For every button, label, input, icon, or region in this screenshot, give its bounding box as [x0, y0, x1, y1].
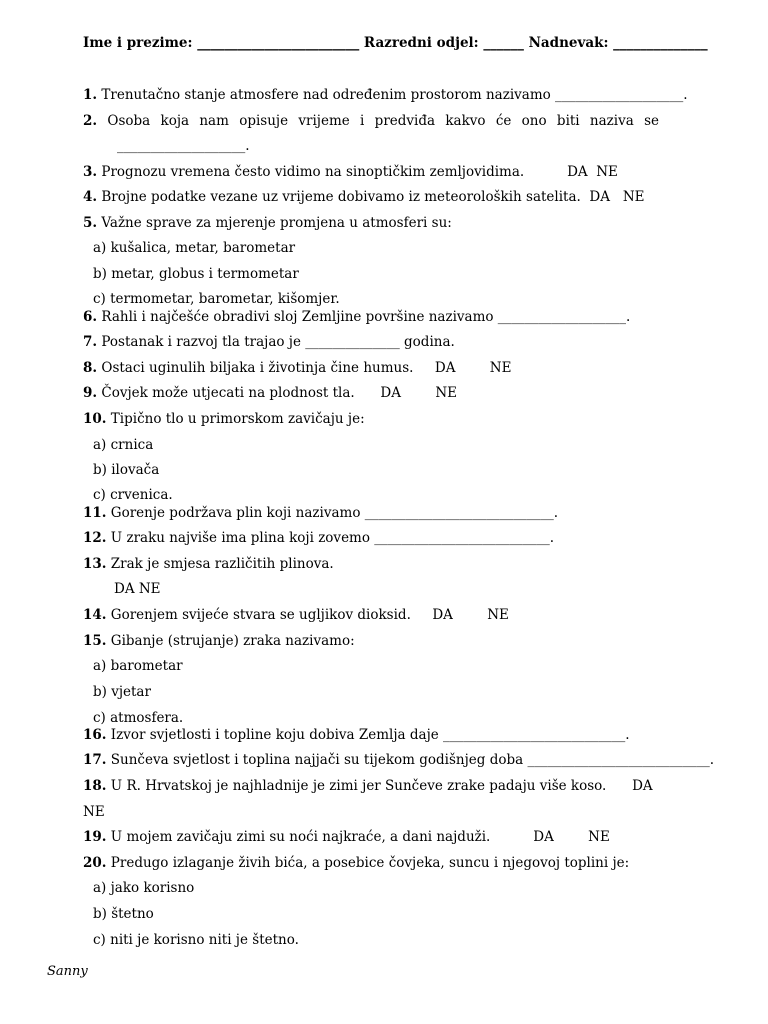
question-number: 14.	[83, 607, 107, 623]
question-5	[83, 214, 452, 232]
question-text: Brojne podatke vezane uz vrijeme dobivamo iz meteoroloških satelita. DA NE	[97, 189, 645, 205]
question-3	[83, 163, 618, 181]
question-text: Tipično tlo u primorskom zavičaju je:	[106, 411, 365, 427]
question-6	[83, 308, 630, 326]
question-number: 4.	[83, 189, 98, 205]
question-text: Gorenje podržava plin koji nazivamo ____________________________.	[106, 505, 559, 521]
question-13	[83, 555, 334, 573]
question-number: 16.	[83, 727, 107, 743]
question-text: Gibanje (strujanje) zraka nazivamo:	[106, 633, 355, 649]
question-number: 9.	[83, 385, 98, 401]
question-number: 15.	[83, 633, 107, 649]
question-10-option-a: a) crnica	[93, 437, 154, 453]
question-number: 12.	[83, 530, 107, 546]
question-5-option-a: a) kušalica, metar, barometar	[93, 240, 296, 256]
question-18	[83, 777, 653, 795]
question-text: U zraku najviše ima plina koji zovemo __________________________.	[106, 530, 555, 546]
question-text: Predugo izlaganje živih bića, a posebice čovjeka, suncu i njegovoj toplini je:	[106, 855, 630, 871]
question-4	[83, 188, 645, 206]
question-2	[83, 112, 659, 130]
question-17	[83, 751, 714, 769]
question-number: 7.	[83, 334, 98, 350]
question-text: U R. Hrvatskoj je najhladnije je zimi jer Sunčeve zrake padaju više koso. DA	[106, 778, 653, 794]
question-7	[83, 333, 455, 351]
question-number: 13.	[83, 556, 107, 572]
question-text: Rahli i najčešće obradivi sloj Zemljine površine nazivamo ___________________.	[97, 309, 631, 325]
question-number: 3.	[83, 164, 98, 180]
question-15-option-a: a) barometar	[93, 658, 183, 674]
question-20-option-a: a) jako korisno	[93, 880, 195, 896]
question-14	[83, 606, 509, 624]
question-text: Čovjek može utjecati na plodnost tla. DA NE	[97, 385, 458, 401]
question-20-option-c: c) niti je korisno niti je štetno.	[93, 932, 299, 948]
question-text: Sunčeva svjetlost i toplina najjači su tijekom godišnjeg doba ___________________________.	[106, 752, 714, 768]
question-16	[83, 726, 630, 744]
question-5-option-c: c) termometar, barometar, kišomjer.	[93, 291, 340, 307]
question-15	[83, 632, 355, 650]
question-8	[83, 359, 511, 377]
question-9	[83, 384, 457, 402]
question-number: 2.	[83, 113, 98, 129]
question-number: 20.	[83, 855, 107, 871]
question-number: 18.	[83, 778, 107, 794]
question-number: 1.	[83, 87, 98, 103]
question-15-option-b: b) vjetar	[93, 684, 151, 700]
question-text: Trenutačno stanje atmosfere nad određenim prostorom nazivamo ___________________.	[97, 87, 688, 103]
question-text: U mojem zavičaju zimi su noći najkraće, a dani najduži. DA NE	[106, 829, 610, 845]
question-11	[83, 504, 558, 522]
question-text: Gorenjem svijeće stvara se ugljikov dioksid. DA NE	[106, 607, 509, 623]
question-text: Osoba koja nam opisuje vrijeme i predviđa kakvo će ono biti naziva se	[97, 113, 659, 129]
question-15-option-c: c) atmosfera.	[93, 710, 184, 726]
question-12	[83, 529, 554, 547]
question-10	[83, 410, 365, 428]
question-2-blank: ___________________.	[117, 138, 250, 154]
question-18-answer-ne: NE	[83, 804, 105, 820]
worksheet-header: Ime i prezime: ________________________ Razredni odjel: ______ Nadnevak: ______________	[83, 35, 708, 51]
question-20	[83, 854, 629, 872]
author-signature: Sanny	[47, 964, 88, 979]
question-number: 19.	[83, 829, 107, 845]
question-text: Prognozu vremena često vidimo na sinoptičkim zemljovidima. DA NE	[97, 164, 618, 180]
question-1	[83, 86, 688, 104]
question-number: 17.	[83, 752, 107, 768]
question-10-option-c: c) crvenica.	[93, 487, 173, 503]
question-text: Zrak je smjesa različitih plinova.	[106, 556, 334, 572]
question-number: 6.	[83, 309, 98, 325]
question-number: 11.	[83, 505, 107, 521]
question-number: 10.	[83, 411, 107, 427]
question-text: Važne sprave za mjerenje promjena u atmosferi su:	[97, 215, 452, 231]
question-text: Postanak i razvoj tla trajao je ______________ godina.	[97, 334, 455, 350]
question-text: Ostaci uginulih biljaka i životinja čine humus. DA NE	[97, 360, 512, 376]
question-text: Izvor svjetlosti i topline koju dobiva Zemlja daje ___________________________.	[106, 727, 630, 743]
question-10-option-b: b) ilovača	[93, 462, 160, 478]
question-number: 5.	[83, 215, 98, 231]
question-13-answers: DA NE	[114, 581, 161, 597]
question-19	[83, 828, 610, 846]
question-5-option-b: b) metar, globus i termometar	[93, 266, 299, 282]
question-number: 8.	[83, 360, 98, 376]
question-20-option-b: b) štetno	[93, 906, 154, 922]
